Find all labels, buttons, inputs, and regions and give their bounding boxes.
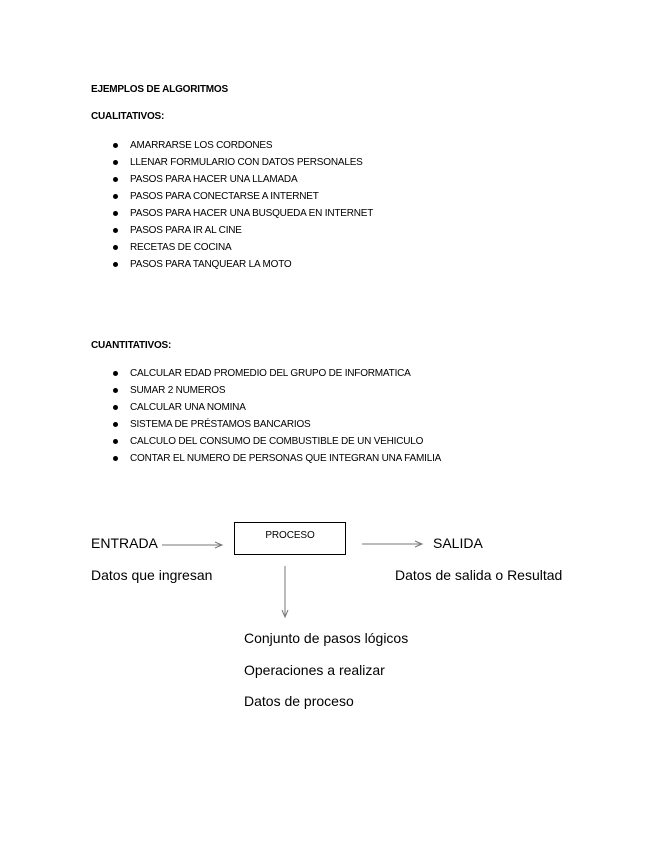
list-item-text: SISTEMA DE PRÉSTAMOS BANCARIOS (130, 419, 311, 430)
quantitative-heading: CUANTITATIVOS: (91, 340, 172, 351)
qualitative-heading: CUALITATIVOS: (91, 111, 165, 122)
process-box (234, 522, 346, 555)
process-detail: Operaciones a realizar (244, 662, 385, 678)
list-item-text: CALCULAR UNA NOMINA (130, 402, 246, 413)
list-item-text: CONTAR EL NUMERO DE PERSONAS QUE INTEGRAN UNA FAMILIA (130, 453, 442, 464)
process-label: PROCESO (265, 530, 315, 541)
list-item-text: PASOS PARA IR AL CINE (130, 225, 242, 236)
page-title: EJEMPLOS DE ALGORITMOS (91, 84, 228, 95)
list-item-text: SUMAR 2 NUMEROS (130, 385, 226, 396)
list-item-text: PASOS PARA CONECTARSE A INTERNET (130, 191, 319, 202)
list-item-text: CALCULAR EDAD PROMEDIO DEL GRUPO DE INFORMATICA (130, 368, 411, 379)
process-detail: Conjunto de pasos lógicos (244, 630, 409, 646)
list-item-text: PASOS PARA TANQUEAR LA MOTO (130, 259, 292, 270)
list-item-text: CALCULO DEL CONSUMO DE COMBUSTIBLE DE UN VEHICULO (130, 436, 424, 447)
input-label: ENTRADA (91, 535, 158, 551)
list-item-text: PASOS PARA HACER UNA BUSQUEDA EN INTERNET (130, 208, 374, 219)
list-item-text: RECETAS DE COCINA (130, 242, 232, 253)
output-label: SALIDA (433, 535, 483, 551)
list-item-text: PASOS PARA HACER UNA LLAMADA (130, 174, 298, 185)
input-description: Datos que ingresan (91, 567, 213, 583)
output-description: Datos de salida o Resultad (395, 567, 563, 583)
list-item-text: LLENAR FORMULARIO CON DATOS PERSONALES (130, 157, 363, 168)
list-item-text: AMARRARSE LOS CORDONES (130, 140, 273, 151)
process-detail: Datos de proceso (244, 693, 354, 709)
